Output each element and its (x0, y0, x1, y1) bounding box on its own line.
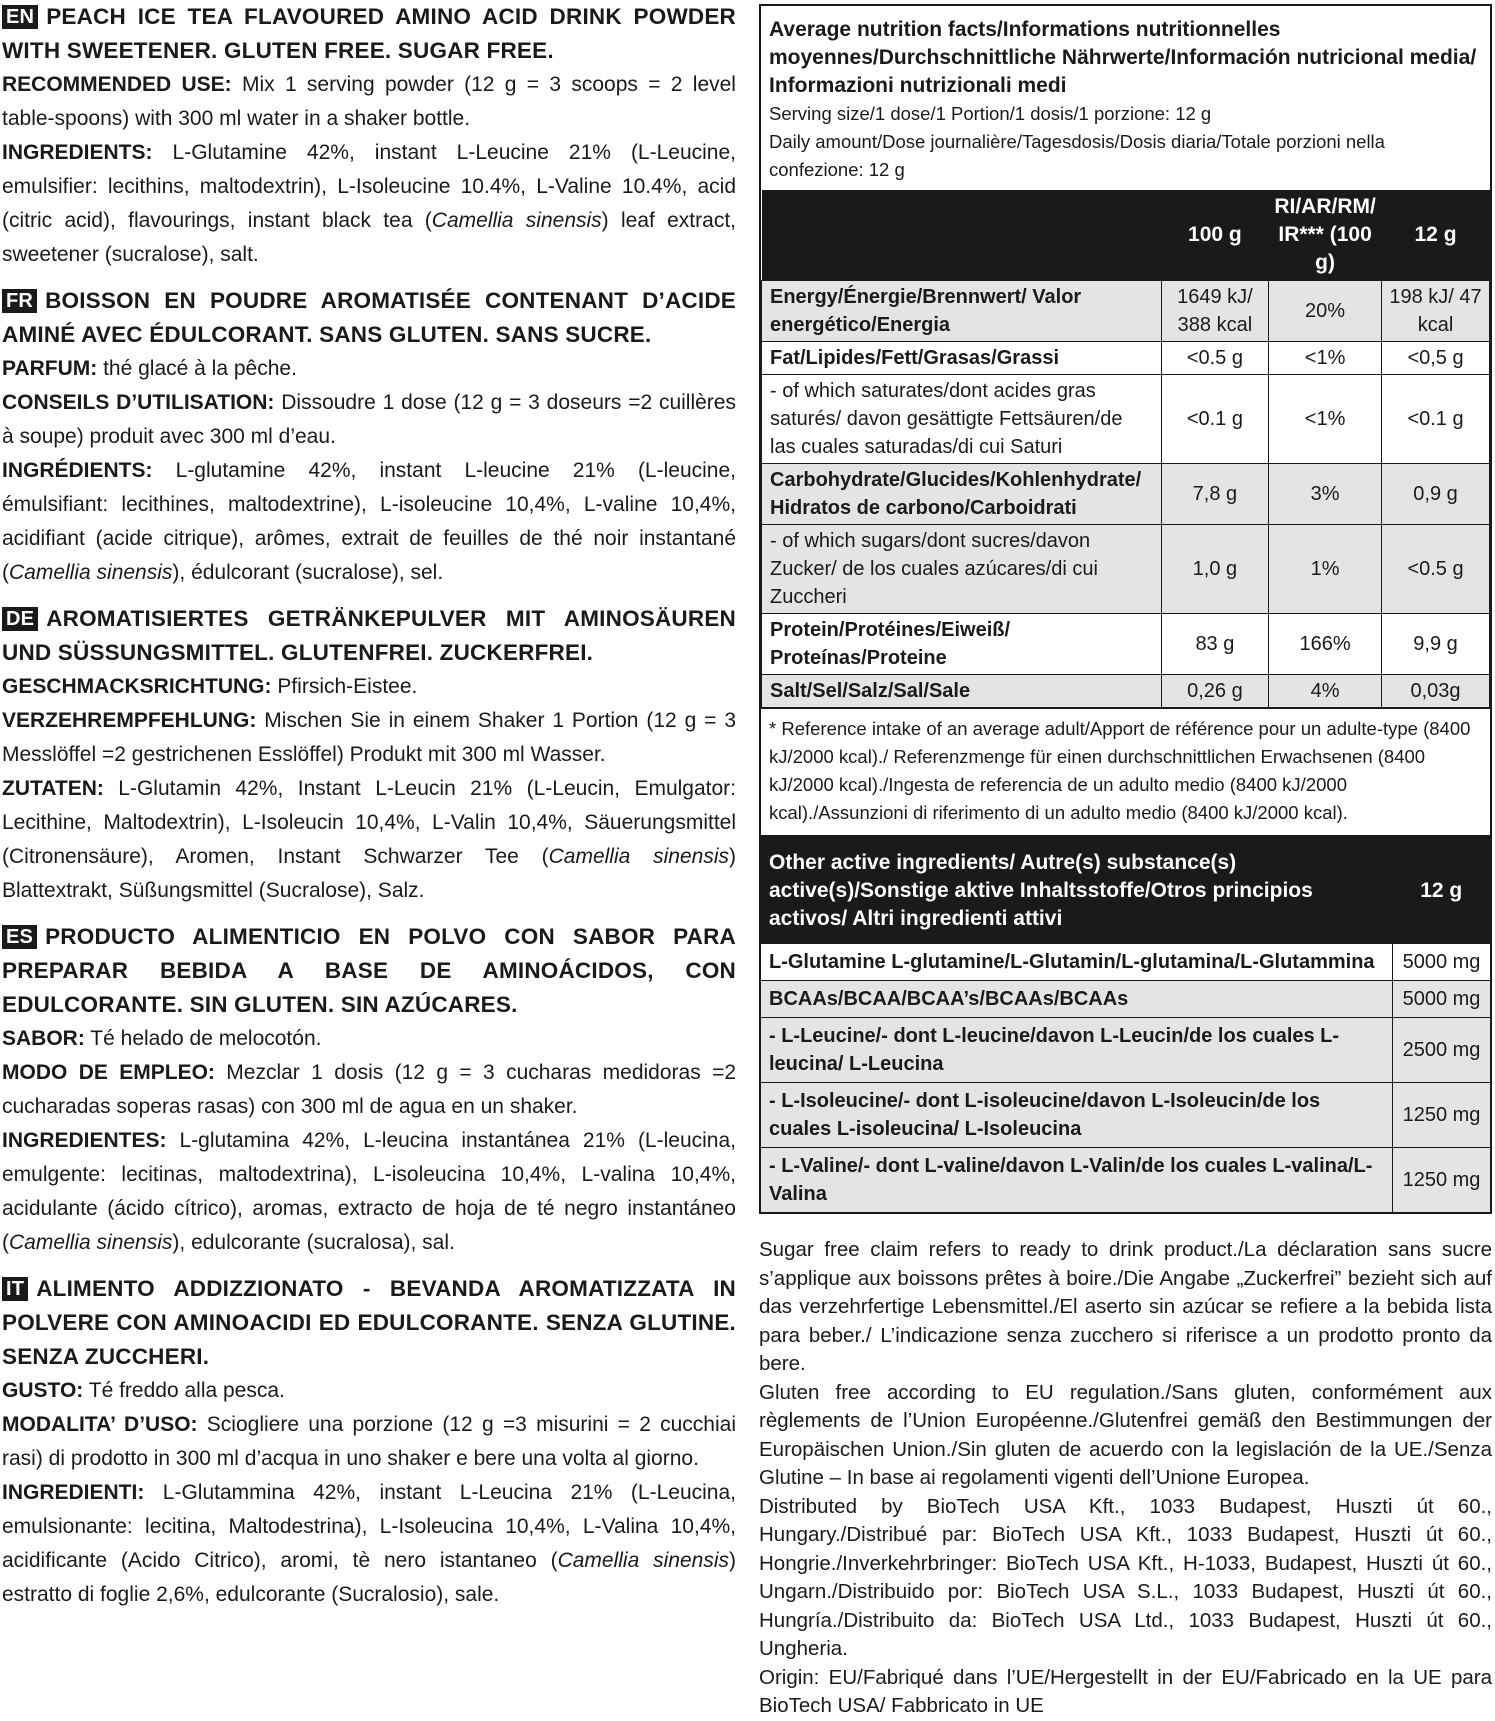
active-ingredient-label: BCAAs/BCAA/BCAA’s/BCAAs/BCAAs (760, 981, 1393, 1018)
nutrition-facts-panel (759, 4, 1492, 837)
value-100g: 7,8 g (1161, 464, 1268, 525)
nutrient-label: Fat/Lipides/Fett/Grasas/Grassi (762, 342, 1162, 375)
active-ingredient-value: 2500 mg (1393, 1018, 1492, 1083)
value-100g: 1,0 g (1161, 525, 1268, 614)
active-ingredient-row (760, 1083, 1491, 1148)
section-fr (2, 284, 736, 590)
nutrition-row (762, 375, 1490, 464)
de-title: DE AROMATISIERTES GETRÄNKEPULVER MIT AMINOSÄUREN UND SÜSSUNGSMITTEL. GLUTENFREI. ZUCKERFREI. (2, 606, 736, 665)
value-12g: 9,9 g (1382, 614, 1490, 675)
value-ri: <1% (1269, 375, 1382, 464)
en-usage: RECOMMENDED USE: Mix 1 serving powder (12 g = 3 scoops = 2 level table-spoons) with 300 ml water in a shaker bottle. (2, 73, 736, 130)
nutrition-row (762, 675, 1490, 708)
nutrition-row (762, 525, 1490, 614)
col-12g-header: 12 g (1382, 190, 1490, 281)
value-12g: <0.5 g (1382, 525, 1490, 614)
value-12g: 198 kJ/ 47 kcal (1382, 281, 1490, 342)
value-ri: <1% (1269, 342, 1382, 375)
active-ingredient-label: - L-Valine/- dont L-valine/davon L-Valin/de los cuales L-valina/L-Valina (760, 1148, 1393, 1214)
active-ingredient-row (760, 1018, 1491, 1083)
active-ingredient-value: 5000 mg (1393, 944, 1492, 981)
product-text-column (2, 0, 736, 1624)
fr-title: FR BOISSON EN POUDRE AROMATISÉE CONTENANT D’ACIDE AMINÉ AVEC ÉDULCORANT. SANS GLUTEN. SANS SUCRE. (2, 288, 736, 347)
es-ingredients: INGREDIENTES: L-glutamina 42%, L-leucina instantánea 21% (L-leucina, emulgente: lecitinas, maltodextrina), L-isoleucina 10,4%, L-valina 10,4%, acidulante (ácido cítrico), aromas, extracto de hoja de té negro instantáneo (Camellia sinensis), edulcorante (sucralosa), sal. (2, 1129, 736, 1254)
active-ingredient-value: 1250 mg (1393, 1083, 1492, 1148)
es-title: ES PRODUCTO ALIMENTICIO EN POLVO CON SABOR PARA PREPARAR BEBIDA A BASE DE AMINOÁCIDOS, CON EDULCORANTE. SIN GLUTEN. SIN AZÚCARES. (2, 924, 736, 1017)
value-100g: 0,26 g (1161, 675, 1268, 708)
nutrition-table (761, 190, 1490, 708)
value-12g: <0.1 g (1382, 375, 1490, 464)
active-ingredient-row (760, 944, 1491, 981)
value-ri: 1% (1269, 525, 1382, 614)
nutrition-rows (762, 281, 1490, 708)
active-ingredient-value: 5000 mg (1393, 981, 1492, 1018)
daily-amount: Daily amount/Dose journalière/Tagesdosis/Dosis diaria/Totale porzioni nella confezione: 12 g (769, 131, 1385, 180)
nutrition-row (762, 342, 1490, 375)
value-ri: 166% (1269, 614, 1382, 675)
section-es (2, 920, 736, 1260)
de-ingredients: ZUTATEN: L-Glutamin 42%, Instant L-Leucin 21% (L-Leucin, Emulgator: Lecithine, Maltodextrin), L-Isoleucin 10,4%, L-Valin 10,4%, Säuerungsmittel (Citronensäure), Aromen, Instant Schwarzer Tee (Camellia sinensis) Blattextrakt, Süßungsmittel (Sucralose), Salz. (2, 777, 736, 902)
language-badge-es: ES (2, 925, 37, 949)
fr-usage: CONSEILS D’UTILISATION: Dissoudre 1 dose (12 g = 3 doseurs =2 cuillères à soupe) produit avec 300 ml d’eau. (2, 391, 736, 448)
col-100g-header: 100 g (1161, 190, 1268, 281)
nutrition-row (762, 614, 1490, 675)
value-100g: 1649 kJ/ 388 kcal (1161, 281, 1268, 342)
language-badge-fr: FR (2, 289, 37, 313)
value-12g: <0,5 g (1382, 342, 1490, 375)
value-ri: 3% (1269, 464, 1382, 525)
gluten-free-note: Gluten free according to EU regulation./Sans gluten, conformément aux règlements de l’Union Européenne./Glutenfrei gemäß den Bestimmungen der Europäischen Union./Sin gluten de acuerdo con la legislación de la UE./Senza Glutine – In base ai regolamenti vigenti dell’Unione Europea. (759, 1380, 1492, 1489)
blank-header-cell (762, 190, 1162, 281)
fr-flavour: PARFUM: thé glacé à la pêche. (2, 357, 297, 380)
language-badge-de: DE (2, 607, 38, 631)
nutrient-label: Carbohydrate/Glucides/Kohlenhydrate/ Hidratos de carbono/Carboidrati (762, 464, 1162, 525)
language-badge-en: EN (2, 5, 38, 29)
nutrition-table-header (762, 190, 1490, 281)
active-ingredient-value: 1250 mg (1393, 1148, 1492, 1214)
nutrient-label: Salt/Sel/Salz/Sal/Sale (762, 675, 1162, 708)
active-ingredients-table (759, 837, 1492, 1214)
value-100g: <0.5 g (1161, 342, 1268, 375)
active-ingredients-title: Other active ingredients/ Autre(s) substance(s) active(s)/Sonstige aktive Inhaltsstoffe/Otros principios activos/ Altri ingredienti attivi (760, 838, 1393, 944)
legal-notes (759, 1236, 1492, 1721)
es-flavour: SABOR: Té helado de melocotón. (2, 1027, 322, 1050)
origin-note: Origin: EU/Fabriqué dans l’UE/Hergestellt in der EU/Fabricado en la UE para BioTech USA/ Fabbricato in UE (759, 1665, 1492, 1717)
nutrition-header (761, 6, 1490, 190)
it-title: IT ALIMENTO ADDIZZIONATO - BEVANDA AROMATIZZATA IN POLVERE CON AMINOACIDI ED EDULCORANTE. SENZA GLUTINE. SENZA ZUCCHERI. (2, 1276, 736, 1369)
value-100g: 83 g (1161, 614, 1268, 675)
value-12g: 0,03g (1382, 675, 1490, 708)
fr-ingredients: INGRÉDIENTS: L-glutamine 42%, instant L-leucine 21% (L-leucine, émulsifiant: lecithines, maltodextrine), L-isoleucine 10,4%, L-valine 10,4%, acidifiant (acide citrique), arômes, extrait de feuilles de thé noir instantané (Camellia sinensis), édulcorant (sucralose), sel. (2, 459, 736, 584)
section-it (2, 1272, 736, 1612)
es-usage: MODO DE EMPLEO: Mezclar 1 dosis (12 g = 3 cucharas medidoras =2 cucharadas soperas rasas) con 300 ml de agua en un shaker. (2, 1061, 737, 1118)
reference-footnote: * Reference intake of an average adult/Apport de référence pour un adulte-type (8400 kJ/2000 kcal)./ Referenzmenge für einen durchschnittlichen Erwachsenen (8400 kJ/2000 kcal)./Ingesta de referencia de un adulto medio (8400 kJ/2000 kcal)./Assunzioni di riferimento di un adulto medio (8400 kJ/2000 kcal). (761, 708, 1490, 835)
it-flavour: GUSTO: Té freddo alla pesca. (2, 1379, 285, 1402)
value-ri: 4% (1269, 675, 1382, 708)
nutrient-label: Energy/Énergie/Brennwert/ Valor energético/Energia (762, 281, 1162, 342)
value-12g: 0,9 g (1382, 464, 1490, 525)
active-col-12g-header: 12 g (1393, 838, 1492, 944)
de-flavour: GESCHMACKSRICHTUNG: Pfirsich-Eistee. (2, 675, 418, 698)
section-en (2, 0, 736, 272)
col-ri-header: RI/AR/RM/ IR*** (100 g) (1269, 190, 1382, 281)
nutrition-title: Average nutrition facts/Informations nutritionnelles moyennes/Durchschnittliche Nährwerte/Información nutricional media/ Informazioni nutrizionali medi (769, 18, 1477, 97)
value-100g: <0.1 g (1161, 375, 1268, 464)
nutrition-row (762, 281, 1490, 342)
nutrient-label: - of which sugars/dont sucres/davon Zucker/ de los cuales azúcares/di cui Zuccheri (762, 525, 1162, 614)
active-ingredients-rows (760, 944, 1491, 1214)
active-ingredient-label: - L-Isoleucine/- dont L-isoleucine/davon L-Isoleucin/de los cuales L-isoleucina/ L-Isoleucina (760, 1083, 1393, 1148)
it-ingredients: INGREDIENTI: L-Glutammina 42%, instant L-Leucina 21% (L-Leucina, emulsionante: lecitina, Maltodestrina), L-Isoleucina 10,4%, L-Valina 10,4%, acidificante (Acido Citrico), aromi, tè nero istantaneo (Camellia sinensis) estratto di foglie 2,6%, edulcorante (Sucralosio), sale. (2, 1481, 736, 1606)
active-ingredient-label: L-Glutamine L-glutamine/L-Glutamin/L-glutamina/L-Glutammina (760, 944, 1393, 981)
nutrient-label: - of which saturates/dont acides gras saturés/ davon gesättigte Fettsäuren/de las cuales saturadas/di cui Saturi (762, 375, 1162, 464)
active-ingredient-row (760, 1148, 1491, 1214)
active-ingredient-row (760, 981, 1491, 1018)
it-usage: MODALITA’ D’USO: Sciogliere una porzione (12 g =3 misurini = 2 cucchiai rasi) di prodotto in 300 ml d’acqua in uno shaker e bere una volta al giorno. (2, 1413, 736, 1470)
active-ingredient-label: - L-Leucine/- dont L-leucine/davon L-Leucin/de los cuales L-leucina/ L-Leucina (760, 1018, 1393, 1083)
de-usage: VERZEHREMPFEHLUNG: Mischen Sie in einem Shaker 1 Portion (12 g = 3 Messlöffel =2 gestrichenen Esslöffel) Produkt mit 300 ml Wasser. (2, 709, 736, 766)
nutrient-label: Protein/Protéines/Eiweiß/ Proteínas/Proteine (762, 614, 1162, 675)
en-ingredients: INGREDIENTS: L-Glutamine 42%, instant L-Leucine 21% (L-Leucine, emulsifier: lecithins, maltodextrin), L-Isoleucine 10.4%, L-Valine 10.4%, acid (citric acid), flavourings, instant black tea (Camellia sinensis) leaf extract, sweetener (sucralose), salt. (2, 141, 736, 266)
value-ri: 20% (1269, 281, 1382, 342)
distributor-note: Distributed by BioTech USA Kft., 1033 Budapest, Huszti út 60., Hungary./Distribué par: BioTech USA Kft., 1033 Budapest, Huszti út 60., Hongrie./Inverkehrbringer: BioTech USA Kft., H-1033, Budapest, Huszti út 60., Ungarn./Distribuido por: BioTech USA S.L., 1033 Budapest, Huszti út 60., Hungría./Distribuito da: BioTech USA Ltd., 1033 Budapest, Huszti út 60., Ungheria. (759, 1494, 1492, 1660)
section-de (2, 602, 736, 908)
active-ingredients-header (760, 838, 1491, 944)
nutrition-column (759, 4, 1492, 1721)
nutrition-row (762, 464, 1490, 525)
language-badge-it: IT (2, 1277, 28, 1301)
sugar-free-note: Sugar free claim refers to ready to drink product./La déclaration sans sucre s’applique aux boissons prêtes à boire./Die Angabe „Zuckerfrei” bezieht sich auf das verzehrfertige Lebensmittel./El aserto sin azúcar se refiere a la bebida lista para beber./ L’indicazione senza zucchero si riferisce a un prodotto pronto da bere. (759, 1238, 1492, 1375)
en-title: EN PEACH ICE TEA FLAVOURED AMINO ACID DRINK POWDER WITH SWEETENER. GLUTEN FREE. SUGAR FREE. (2, 4, 736, 63)
serving-size: Serving size/1 dose/1 Portion/1 dosis/1 porzione: 12 g (769, 103, 1212, 124)
